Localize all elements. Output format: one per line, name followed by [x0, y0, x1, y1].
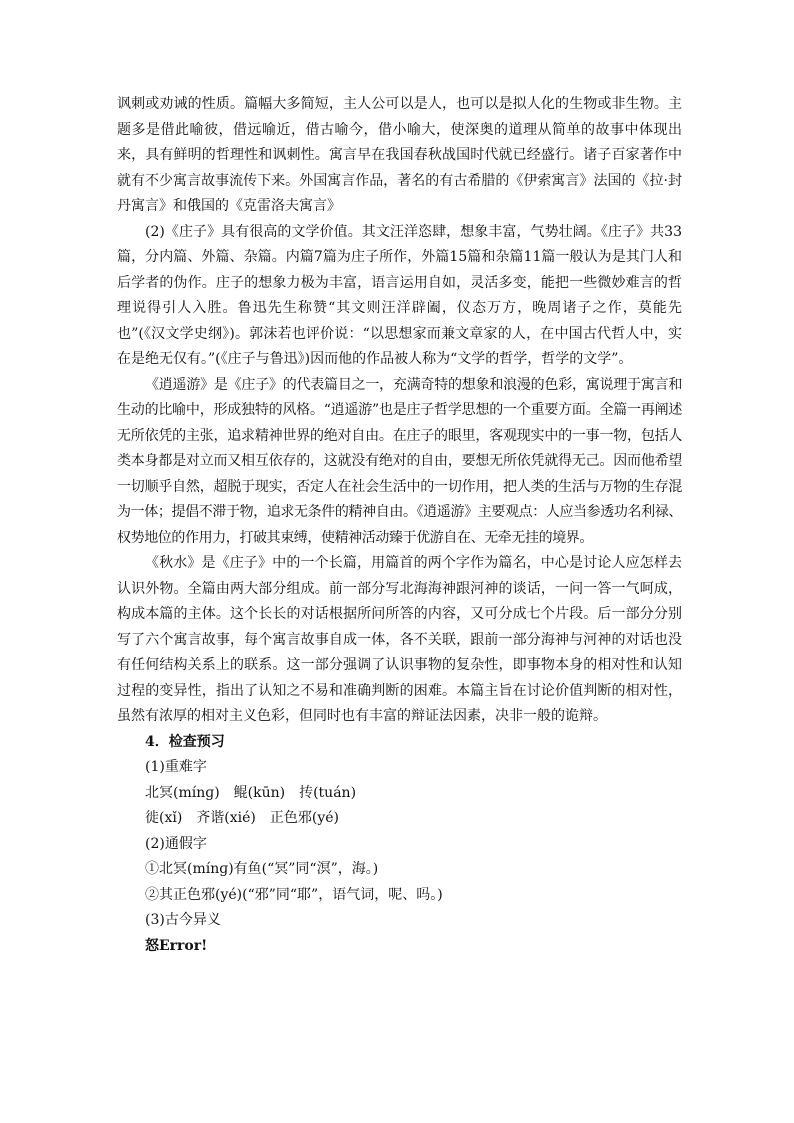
subheading-tongjia: (2)通假字 — [145, 835, 207, 852]
subheading-difficult-chars: (1)重难字 — [145, 759, 207, 775]
document-page — [117, 92, 682, 959]
subheading-gujin-yiyi: (3)古今异义 — [145, 912, 221, 928]
paragraph-zhuangzi-value: (2)《庄子》具有很高的文学价值。其文汪洋恣肆，想象丰富，气势壮阔。《庄子》共33篇，分内篇、外篇、杂篇。内篇7篇为庄子所作，外篇15篇和杂篇11篇一般认为是其门人和后学者的伪作。庄子的想象力极为丰富，语言运用自如，灵活多变，能把一些微妙难言的哲理说得引人入胜。鲁迅先生称赞“其文则汪洋辟阖，仪态万方，晚周诸子之作，莫能先也”(《汉文学史纲》)。郭沫若也评价说：“以思想家而兼文章家的人，在中国古代哲人中，实在是绝无仅有。”(《庄子与鲁迅》)因而他的作品被人称为“文学的哲学，哲学的文学”。 — [117, 223, 682, 367]
difficult-chars-line-1: 北冥(mínɡ) 鲲(kūn) 抟(tuán) — [145, 784, 357, 801]
tongjia-item-1: ①北冥(mínɡ)有鱼(“冥”同“溟”，海。) — [145, 861, 379, 877]
paragraph-xiaoyaoyou: 《逍遥游》是《庄子》的代表篇目之一，充满奇特的想象和浪漫的色彩，寓说理于寓言和生动的比喻中，形成独特的风格。“逍遥游”也是庄子哲学思想的一个重要方面。全篇一再阐述无所依凭的主张，追求精神世界的绝对自由。在庄子的眼里，客观现实中的一事一物，包括人类本身都是对立而又相互依存的，这就没有绝对的自由，要想无所依凭就得无己。因而他希望一切顺乎自然，超脱于现实，否定人在社会生活中的一切作用，把人类的生活与万物的生存混为一体；提倡不滞于物，追求无条件的精神自由。《逍遥游》主要观点：人应当参透功名利禄、权势地位的作用力，打破其束缚，使精神活动臻于优游自在、无牵无挂的境界。 — [117, 376, 682, 546]
section-heading: 4．检查预习 — [145, 733, 225, 750]
gujin-yiyi-item: 怒Error! — [145, 937, 208, 954]
paragraph-qiushui: 《秋水》是《庄子》中的一个长篇，用篇首的两个字作为篇名，中心是讨论人应怎样去认识外物。全篇由两大部分组成。前一部分写北海海神跟河神的谈话，一问一答一气呵成，构成本篇的主体。这个长长的对话根据所问所答的内容，又可分成七个片段。后一部分分别写了六个寓言故事，每个寓言故事自成一体，各不关联，跟前一部分海神与河神的对话也没有任何结构关系上的联系。这一部分强调了认识事物的复杂性，即事物本身的相对性和认知过程的变异性，指出了认知之不易和准确判断的困难。本篇主旨在讨论价值判断的相对性，虽然有浓厚的相对主义色彩，但同时也有丰富的辩证法因素，决非一般的诡辩。 — [117, 555, 682, 724]
paragraph-fable-definition: 讽刺或劝诫的性质。篇幅大多简短，主人公可以是人，也可以是拟人化的生物或非生物。主题多是借此喻彼，借远喻近，借古喻今，借小喻大，使深奥的道理从简单的故事中体现出来，具有鲜明的哲理性和讽刺性。寓言早在我国春秋战国时代就已经盛行。诸子百家著作中就有不少寓言故事流传下来。外国寓言作品，著名的有古希腊的《伊索寓言》法国的《拉·封丹寓言》和俄国的《克雷洛夫寓言》 — [117, 96, 682, 214]
difficult-chars-line-2: 徙(xǐ) 齐谐(xié) 正色邪(yé) — [145, 810, 339, 826]
tongjia-item-2: ②其正色邪(yé)(“邪”同“耶”，语气词，呢、吗。) — [145, 886, 443, 903]
